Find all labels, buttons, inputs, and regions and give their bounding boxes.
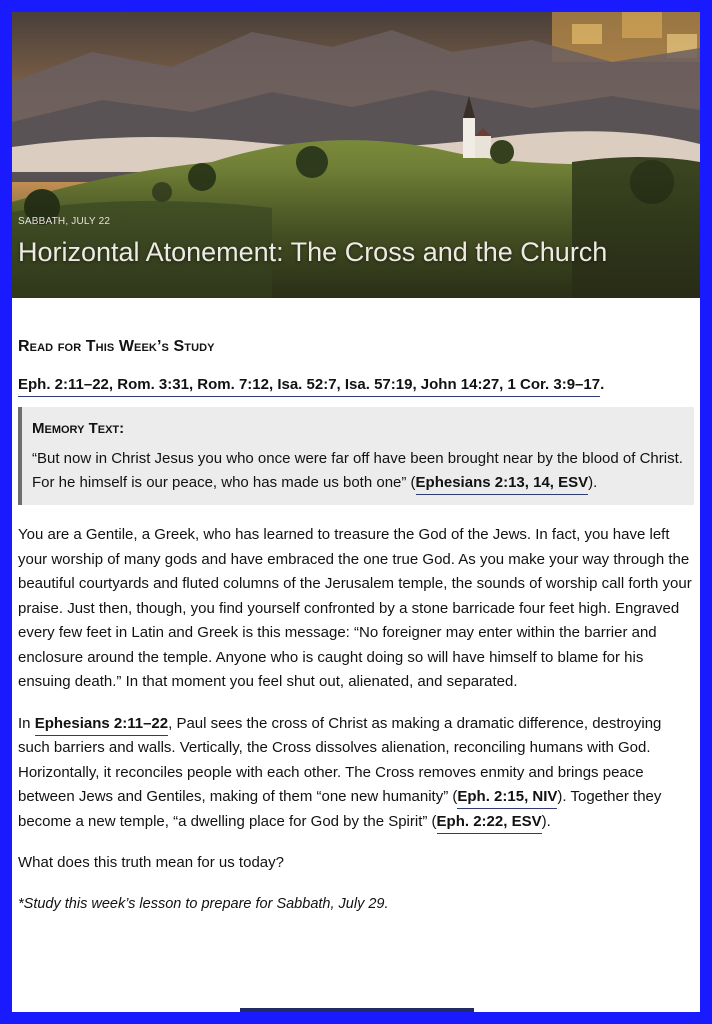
memory-heading: Memory Text: bbox=[32, 420, 125, 437]
memory-reference-link[interactable]: Ephesians 2:13, 14, ESV bbox=[416, 474, 589, 495]
paragraph-text: In bbox=[18, 714, 35, 732]
paragraph-intro: You are a Gentile, a Greek, who has learned to treasure the God of the Jews. In fact, you have left your worship of many gods and have embraced the one true God. As you make your way through the beautiful courtyards and fluted columns of the Jerusalem temple, the sounds of worship call forth your praise. Just then, though, you find yourself confronted by a stone barricade four feet high. Engraved every few feet in Latin and Greek is this message: “No foreigner may enter within the barrier and enclosure around the temple. Anyone who is caught doing so will have himself to blame for his ensuing death.” In that moment you feel shut out, alienated, and separated. bbox=[18, 526, 692, 690]
eph-2-22-link[interactable]: Eph. 2:22, ESV bbox=[437, 813, 542, 834]
reference-link-text[interactable]: John 14:27 bbox=[420, 376, 500, 393]
reference-link-text[interactable]: Isa. 52:7 bbox=[277, 376, 337, 393]
lesson-content bbox=[12, 338, 700, 916]
study-note: *Study this week’s lesson to prepare for Sabbath, July 29. bbox=[18, 895, 389, 912]
eph-2-15-link[interactable]: Eph. 2:15, NIV bbox=[457, 788, 557, 809]
paragraph-text: ). bbox=[541, 812, 551, 830]
read-references: Eph. 2:11–22, Rom. 3:31, Rom. 7:12, Isa. 52:7, Isa. 57:19, John 14:27, 1 Cor. 3:9–17. bbox=[18, 376, 694, 393]
memory-verse bbox=[32, 447, 684, 495]
memory-verse-close: ). bbox=[588, 474, 598, 491]
reference-link-text[interactable]: 1 Cor. 3:9–17 bbox=[507, 376, 601, 393]
paragraph-ephesians bbox=[18, 712, 694, 835]
hero-banner bbox=[12, 12, 700, 298]
page-frame bbox=[12, 12, 700, 1012]
paragraph-text: ). Together they become a new temple, “a dwelling place for God by the Spirit” ( bbox=[18, 788, 662, 830]
discussion-question: What does this truth mean for us today? bbox=[18, 854, 284, 871]
read-heading: Read for This Week’s Study bbox=[18, 338, 215, 355]
reference-link-text[interactable]: Eph. 2:11–22 bbox=[18, 376, 109, 393]
bottom-divider bbox=[240, 1008, 474, 1012]
reference-link-text[interactable]: Rom. 7:12 bbox=[197, 376, 269, 393]
memory-text-box bbox=[18, 407, 694, 505]
reference-link-text[interactable]: Isa. 57:19 bbox=[344, 376, 413, 393]
reference-link-text[interactable]: Rom. 3:31 bbox=[117, 376, 189, 393]
hero-title: Horizontal Atonement: The Cross and the Church bbox=[18, 237, 608, 267]
hero-date: SABBATH, JULY 22 bbox=[18, 216, 111, 227]
memory-verse-text: “But now in Christ Jesus you who once were far off have been brought near by the blood of Christ. For he himself is our peace, who has made us both one” ( bbox=[32, 450, 683, 491]
ephesians-reference-link[interactable]: Ephesians 2:11–22 bbox=[35, 715, 168, 736]
reference-link[interactable]: Eph. 2:11–22, Rom. 3:31, Rom. 7:12, Isa. 52:7, Isa. 57:19, John 14:27, 1 Cor. 3:9–17 bbox=[18, 376, 600, 397]
paragraph-text: , Paul sees the cross of Christ as making a dramatic difference, destroying such barriers and walls. Vertically, the Cross dissolves alienation, reconciling humans with God. Horizontally, it reconciles people with each other. The Cross removes enmity and brings peace between Jews and Gentiles, making of them “one new humanity” ( bbox=[18, 714, 662, 805]
